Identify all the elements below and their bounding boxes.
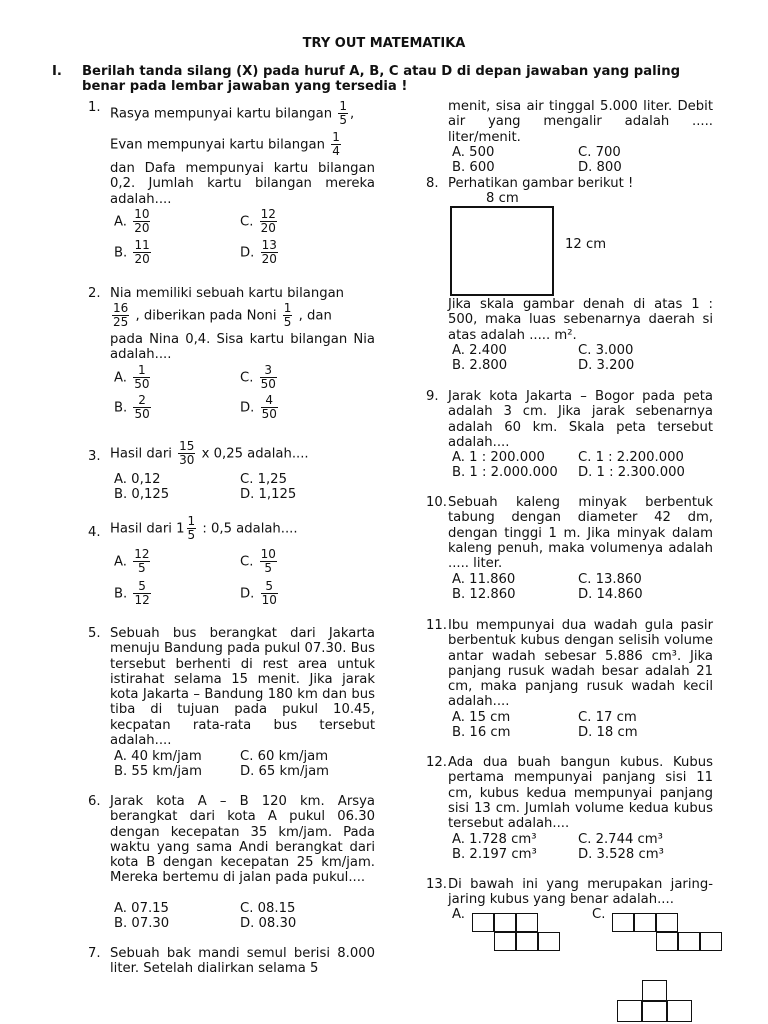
net-square bbox=[700, 932, 722, 951]
question-text: Hasil dari 1 bbox=[110, 521, 185, 537]
question-12 bbox=[426, 755, 716, 865]
option-c[interactable]: C. $\frac{3}{50}$ bbox=[240, 363, 276, 391]
question-text: Sebuah kaleng minyak berbentuk tabung dengan diameter 42 dm, dengan tinggi 1 m. Jika minyak dalam kaleng penuh, maka volumenya adalah ..... liter. bbox=[448, 495, 713, 572]
option-c[interactable]: C. bbox=[592, 907, 606, 922]
width-label: 8 cm bbox=[486, 191, 519, 206]
question-5 bbox=[88, 626, 378, 786]
net-square bbox=[617, 1000, 642, 1022]
question-13 bbox=[426, 877, 716, 917]
option-b[interactable]: B. 2.197 cm³ bbox=[452, 847, 537, 862]
question-text: menit, sisa air tinggal 5.000 liter. Debit air yang mengalir adalah ..... liter/menit. bbox=[448, 99, 713, 145]
option-a[interactable]: A. 15 cm bbox=[452, 710, 511, 725]
option-d[interactable]: D. $\frac{4}{50}$ bbox=[240, 393, 277, 421]
net-square bbox=[516, 913, 538, 932]
option-a[interactable]: A. 0,12 bbox=[114, 472, 161, 487]
option-c[interactable]: C. 2.744 cm³ bbox=[578, 832, 663, 847]
option-a[interactable]: A. $\frac{10}{20}$ bbox=[114, 207, 150, 235]
option-c[interactable]: C. 1,25 bbox=[240, 472, 287, 487]
option-b[interactable]: B. 55 km/jam bbox=[114, 764, 202, 779]
net-square bbox=[656, 913, 678, 932]
net-square bbox=[516, 932, 538, 951]
question-6 bbox=[88, 794, 378, 934]
option-c[interactable]: C. 60 km/jam bbox=[240, 749, 329, 764]
question-number: 9. bbox=[426, 389, 439, 404]
question-number: 3. bbox=[88, 449, 101, 464]
question-number: 5. bbox=[88, 626, 101, 641]
option-a[interactable]: A. 11.860 bbox=[452, 572, 516, 587]
question-number: 12. bbox=[426, 755, 447, 770]
option-b[interactable]: B. 600 bbox=[452, 160, 495, 175]
option-c[interactable]: C. 1 : 2.200.000 bbox=[578, 450, 684, 465]
option-c[interactable]: C. $\frac{12}{20}$ bbox=[240, 207, 276, 235]
net-square bbox=[494, 913, 516, 932]
option-a[interactable]: A. $\frac{1}{50}$ bbox=[114, 363, 150, 391]
question-text: Sebuah bak mandi semul berisi 8.000 liter. Setelah dialirkan selama 5 bbox=[110, 946, 375, 977]
question-text: Di bawah ini yang merupakan jaring-jaring kubus yang benar adalah.... bbox=[448, 877, 713, 908]
question-text: Evan mempunyai kartu bilangan bbox=[110, 137, 325, 153]
question-text: Ibu mempunyai dua wadah gula pasir berbentuk kubus dengan selisih volume antar wadah sebesar 5.886 cm³. Jika panjang rusuk wadah besar adalah 21 cm, maka panjang rusuk wadah kecil adalah.... bbox=[448, 618, 713, 710]
fraction: $\frac{1}{5}$ bbox=[187, 514, 196, 542]
option-d[interactable]: D. 18 cm bbox=[578, 725, 638, 740]
option-d[interactable]: D. 3.528 cm³ bbox=[578, 847, 664, 862]
option-a[interactable]: A. 40 km/jam bbox=[114, 749, 202, 764]
option-d[interactable]: D. 1 : 2.300.000 bbox=[578, 465, 685, 480]
option-d[interactable]: D. $\frac{5}{10}$ bbox=[240, 579, 277, 607]
question-1: 1. Rasya mempunyai kartu bilangan $\frac{1}{5}$ , Evan mempunyai kartu bilangan $\frac{1}{4}$ dan Dafa mempunyai kartu bilangan 0,2. Jumlah kartu bilangan mereka adalah.... A. $\frac{10}{20}$ C. $\frac{12}{20}$ B. $\frac{11}{20}$ D. $\frac{13}{20}$ bbox=[88, 99, 375, 266]
option-a[interactable]: A. 2.400 bbox=[452, 343, 507, 358]
section-number: I. bbox=[52, 64, 62, 79]
option-b[interactable]: B. 12.860 bbox=[452, 587, 516, 602]
question-10 bbox=[426, 495, 716, 605]
option-c[interactable]: C. $\frac{10}{5}$ bbox=[240, 547, 276, 575]
question-text: pada Nina 0,4. Sisa kartu bilangan Nia adalah.... bbox=[110, 332, 375, 363]
question-8 bbox=[426, 176, 716, 196]
net-square bbox=[612, 913, 634, 932]
question-9 bbox=[426, 389, 716, 484]
fraction: $\frac{1}{5}$ bbox=[339, 99, 347, 127]
option-b[interactable]: B. 1 : 2.000.000 bbox=[452, 465, 558, 480]
question-number: 10. bbox=[426, 495, 447, 510]
option-d[interactable]: D. 3.200 bbox=[578, 358, 635, 373]
floor-plan-rectangle bbox=[450, 206, 554, 296]
net-square bbox=[642, 980, 667, 1002]
net-square bbox=[538, 932, 560, 951]
question-8-body bbox=[426, 297, 716, 377]
question-number: 6. bbox=[88, 794, 101, 809]
fraction: $\frac{1}{4}$ bbox=[332, 130, 340, 158]
fraction: $\frac{16}{25}$ bbox=[113, 301, 129, 329]
option-a[interactable]: A. 500 bbox=[452, 145, 495, 160]
question-text: Jika skala gambar denah di atas 1 : 500, maka luas sebenarnya daerah si atas adalah ..... m². bbox=[448, 297, 713, 343]
option-c[interactable]: C. 13.860 bbox=[578, 572, 642, 587]
option-b[interactable]: B. 16 cm bbox=[452, 725, 511, 740]
option-a[interactable]: A. bbox=[452, 907, 465, 922]
question-number: 7. bbox=[88, 946, 101, 961]
option-d[interactable]: D. 08.30 bbox=[240, 916, 297, 931]
net-square bbox=[494, 932, 516, 951]
option-d[interactable]: D. $\frac{13}{20}$ bbox=[240, 238, 277, 266]
question-7-continued bbox=[426, 99, 716, 179]
option-b[interactable]: B. $\frac{11}{20}$ bbox=[114, 238, 150, 266]
question-3: 3. Hasil dari $\frac{15}{30}$ x 0,25 adalah.... A. 0,12 C. 1,25 B. 0,125 D. 1,125 bbox=[88, 439, 309, 502]
question-text: Sebuah bus berangkat dari Jakarta menuju Bandung pada pukul 07.30. Bus tersebut berhenti di rest area untuk istirahat selama 15 menit. Jika jarak kota Jakarta – Bandung 180 km dan bus tiba di tujuan pada pukul 10.45, kecpatan rata-rata bus tersebut adalah.... bbox=[110, 626, 375, 749]
question-text: Jarak kota A – B 120 km. Arsya berangkat dari kota A pukul 06.30 dengan kecepatan 35 km/jam. Pada waktu yang sama Andi berangkat dari kota B dengan kecepatan 25 km/jam. Mereka bertemu di jalan pada pukul.... bbox=[110, 794, 375, 886]
question-number: 2. bbox=[88, 286, 101, 301]
question-text: Jarak kota Jakarta – Bogor pada peta adalah 3 cm. Jika jarak sebenarnya adalah 60 km. Skala peta tersebut adalah.... bbox=[448, 389, 713, 450]
instruction-text: Berilah tanda silang (X) pada huruf A, B, C atau D di depan jawaban yang paling benar pada lembar jawaban yang tersedia ! bbox=[82, 64, 681, 95]
option-d[interactable]: D. 800 bbox=[578, 160, 622, 175]
net-square bbox=[656, 932, 678, 951]
option-b[interactable]: B. $\frac{5}{12}$ bbox=[114, 579, 150, 607]
question-number: 11. bbox=[426, 618, 447, 633]
height-label: 12 cm bbox=[565, 237, 607, 252]
question-number: 4. bbox=[88, 525, 101, 540]
option-b[interactable]: B. 07.30 bbox=[114, 916, 170, 931]
question-4: 4. Hasil dari 1 $\frac{1}{5}$ : 0,5 adalah.... A. $\frac{12}{5}$ C. $\frac{10}{5}$ B. $\frac{5}{12}$ D. $\frac{5}{10}$ bbox=[88, 514, 298, 607]
option-a[interactable]: A. $\frac{12}{5}$ bbox=[114, 547, 150, 575]
option-a[interactable]: A. 1.728 cm³ bbox=[452, 832, 537, 847]
option-d[interactable]: D. 14.860 bbox=[578, 587, 643, 602]
option-d[interactable]: D. 65 km/jam bbox=[240, 764, 330, 779]
question-2: 2. Nia memiliki sebuah kartu bilangan $\frac{16}{25}$ , diberikan pada Noni $\frac{1}{5}$ , dan pada Nina 0,4. Sisa kartu bilangan Nia adalah.... A. $\frac{1}{50}$ C. $\frac{3}{50}$ B. $\frac{2}{50}$ D. $\frac{4}{50}$ bbox=[88, 286, 375, 421]
fraction: $\frac{15}{30}$ bbox=[179, 439, 195, 467]
fraction: $\frac{1}{5}$ bbox=[283, 301, 292, 329]
option-b[interactable]: B. $\frac{2}{50}$ bbox=[114, 393, 150, 421]
question-7 bbox=[88, 946, 378, 986]
option-c[interactable]: C. 700 bbox=[578, 145, 621, 160]
question-text: dan Dafa mempunyai kartu bilangan 0,2. Jumlah kartu bilangan mereka adalah.... bbox=[110, 161, 375, 207]
net-square bbox=[472, 913, 494, 932]
option-b[interactable]: B. 0,125 bbox=[114, 487, 170, 502]
page-title: TRY OUT MATEMATIKA bbox=[302, 36, 466, 51]
question-text: Rasya mempunyai kartu bilangan bbox=[110, 106, 333, 122]
net-square bbox=[667, 1000, 692, 1022]
net-square bbox=[634, 913, 656, 932]
net-square bbox=[642, 1000, 667, 1022]
question-number: 1. bbox=[88, 100, 101, 115]
option-d[interactable]: D. 1,125 bbox=[240, 487, 297, 502]
option-c[interactable]: C. 17 cm bbox=[578, 710, 637, 725]
question-text: Perhatikan gambar berikut ! bbox=[448, 176, 634, 191]
option-a[interactable]: A. 07.15 bbox=[114, 901, 169, 916]
question-text: Nia memiliki sebuah kartu bilangan bbox=[110, 286, 345, 301]
question-11 bbox=[426, 618, 716, 743]
question-text: Ada dua buah bangun kubus. Kubus pertama mempunyai panjang sisi 11 cm, kubus kedua mempunyai panjang sisi 13 cm. Jumlah volume kedua kubus tersebut adalah.... bbox=[448, 755, 713, 832]
question-number: 13. bbox=[426, 877, 447, 892]
option-c[interactable]: C. 3.000 bbox=[578, 343, 634, 358]
option-a[interactable]: A. 1 : 200.000 bbox=[452, 450, 545, 465]
option-b[interactable]: B. 2.800 bbox=[452, 358, 508, 373]
question-number: 8. bbox=[426, 176, 439, 191]
net-square bbox=[678, 932, 700, 951]
question-text: Hasil dari bbox=[110, 446, 172, 462]
option-c[interactable]: C. 08.15 bbox=[240, 901, 296, 916]
